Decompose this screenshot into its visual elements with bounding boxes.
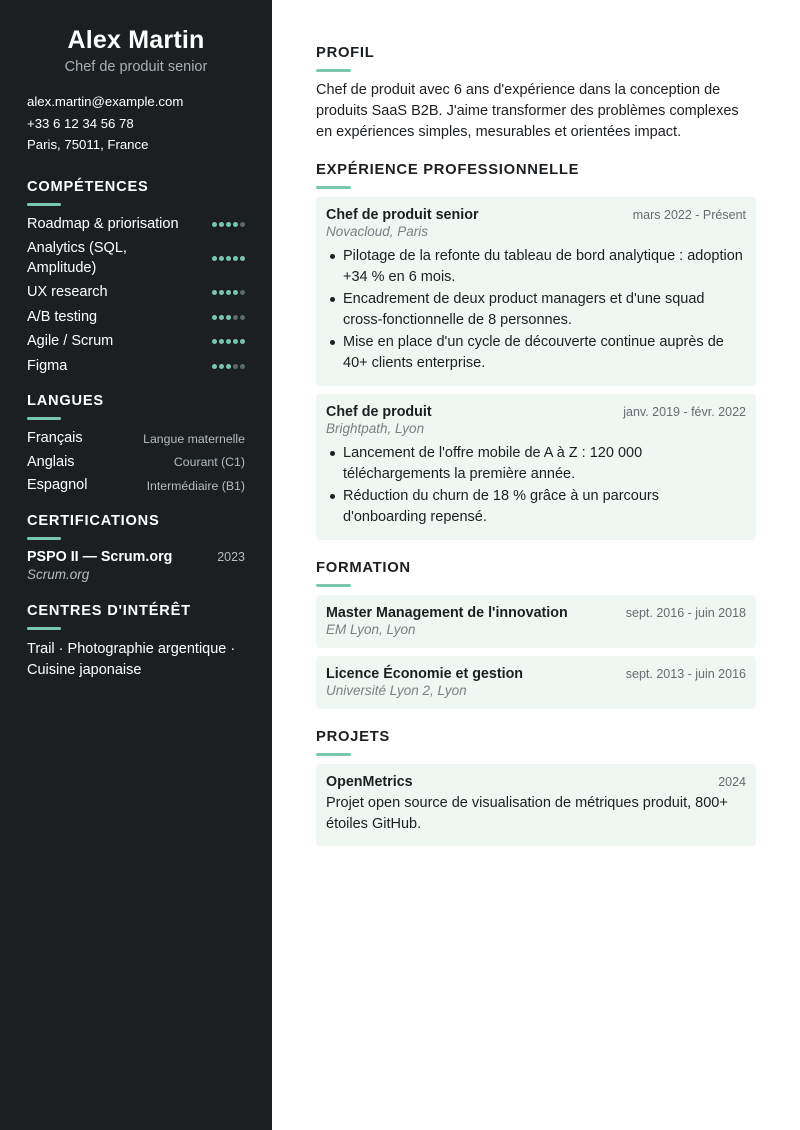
skill-dot-filled <box>226 222 231 227</box>
skill-dot-filled <box>212 339 217 344</box>
profile-summary: Chef de produit avec 6 ans d'expérience dans la conception de produits SaaS B2B. J'aime transformer des problèmes complexes en expériences simples, mesurables et orientées impact. <box>316 82 739 140</box>
skill-dot-filled <box>212 256 217 261</box>
skill-dot-empty <box>233 315 238 320</box>
school-name: Université Lyon 2, Lyon <box>326 683 467 699</box>
skill-dot-filled <box>219 315 224 320</box>
skill-dot-filled <box>219 256 224 261</box>
skill-dot-empty <box>240 315 245 320</box>
skill-dot-filled <box>219 339 224 344</box>
skill-item <box>27 283 245 303</box>
job-dates: mars 2022 - Présent <box>632 208 746 223</box>
skill-item <box>27 308 245 328</box>
achievement-list <box>326 443 746 528</box>
degree-title: Licence Économie et gestion <box>326 666 524 683</box>
skill-dot-empty <box>240 222 245 227</box>
section-heading: CERTIFICATIONS <box>27 512 160 529</box>
job-title: Chef de produit senior <box>326 207 479 224</box>
language-item <box>27 453 245 473</box>
language-item <box>27 476 245 496</box>
heading-accent-bar <box>316 584 351 587</box>
sidebar <box>0 0 272 1130</box>
skill-dot-filled <box>212 222 217 227</box>
skill-dot-filled <box>240 339 245 344</box>
interests-section <box>27 602 245 681</box>
experience-section <box>316 161 756 540</box>
contact-address: Paris, 75011, France <box>27 137 149 152</box>
skill-label: Roadmap & priorisation <box>27 215 179 232</box>
skill-level-dots <box>212 339 245 344</box>
job-title: Chef de produit <box>326 404 432 421</box>
job-company: Novacloud, Paris <box>326 224 429 240</box>
skill-level-dots <box>212 315 245 320</box>
skill-dot-filled <box>226 256 231 261</box>
skill-label: Figma <box>27 357 68 374</box>
achievement-item: Pilotage de la refonte du tableau de bord analytique : adoption +34 % en 6 mois. <box>326 246 746 288</box>
skill-item <box>27 357 245 377</box>
skill-dot-filled <box>219 364 224 369</box>
heading-accent-bar <box>316 753 351 756</box>
job-company: Brightpath, Lyon <box>326 421 425 437</box>
achievement-item: Mise en place d'un cycle de découverte continue auprès de 40+ clients enterprise. <box>326 332 746 374</box>
education-section <box>316 559 756 709</box>
heading-accent-bar <box>316 69 351 72</box>
skill-dot-filled <box>233 222 238 227</box>
skill-label: A/B testing <box>27 308 98 325</box>
skill-level-dots <box>212 222 245 227</box>
section-heading: COMPÉTENCES <box>27 178 149 195</box>
achievement-list <box>326 246 746 374</box>
skill-level-dots <box>212 364 245 369</box>
skill-dot-filled <box>233 256 238 261</box>
languages-list <box>27 429 245 496</box>
skill-dot-filled <box>226 364 231 369</box>
skills-section <box>27 178 245 377</box>
language-level: Intermédiaire (B1) <box>146 478 245 493</box>
skill-dot-filled <box>219 222 224 227</box>
heading-accent-bar <box>27 537 61 540</box>
achievement-item: Encadrement de deux product managers et d'une squad cross-fonctionnelle de 8 personnes. <box>326 289 746 331</box>
section-heading: PROFIL <box>316 45 375 61</box>
skill-label: Agile / Scrum <box>27 333 114 349</box>
skill-dot-filled <box>233 339 238 344</box>
language-item <box>27 429 245 449</box>
skill-level-dots <box>212 290 245 295</box>
certification-item <box>27 549 245 565</box>
project-description: Projet open source de visualisation de métriques produit, 800+ étoiles GitHub. <box>326 795 728 833</box>
experience-card <box>316 394 756 540</box>
candidate-name: Alex Martin <box>67 26 205 54</box>
project-year: 2024 <box>718 775 746 790</box>
skill-dot-filled <box>212 364 217 369</box>
section-heading: FORMATION <box>316 560 411 577</box>
languages-section <box>27 392 245 496</box>
skill-item <box>27 239 245 278</box>
language-name: Français <box>27 430 83 446</box>
skill-level-dots <box>212 256 245 261</box>
contact-phone[interactable]: +33 6 12 34 56 78 <box>27 115 134 131</box>
certification-year: 2023 <box>217 549 245 564</box>
contact-email[interactable]: alex.martin@example.com <box>27 94 184 109</box>
school-name: EM Lyon, Lyon <box>326 622 416 638</box>
section-heading: LANGUES <box>27 393 104 409</box>
education-card <box>316 595 756 648</box>
skill-dot-empty <box>240 364 245 369</box>
main-content <box>316 44 756 854</box>
language-name: Anglais <box>27 453 75 470</box>
experience-card <box>316 197 756 386</box>
interests-text: Trail · Photographie argentique · Cuisine japonaise <box>27 640 236 678</box>
section-heading: CENTRES D'INTÉRÊT <box>27 602 191 619</box>
degree-dates: sept. 2016 - juin 2018 <box>625 606 746 621</box>
skill-dot-filled <box>226 315 231 320</box>
project-card <box>316 764 756 846</box>
skill-item <box>27 332 245 352</box>
section-heading: PROJETS <box>316 729 390 746</box>
section-heading: EXPÉRIENCE PROFESSIONNELLE <box>316 162 580 179</box>
skill-dot-filled <box>226 339 231 344</box>
skill-dot-filled <box>212 290 217 295</box>
skill-label: UX research <box>27 284 108 300</box>
job-dates: janv. 2019 - févr. 2022 <box>623 405 746 420</box>
skill-item <box>27 215 245 235</box>
education-card <box>316 656 756 709</box>
project-title: OpenMetrics <box>326 774 413 791</box>
achievement-item: Réduction du churn de 18 % grâce à un parcours d'onboarding repensé. <box>326 486 746 528</box>
contact-list <box>27 91 245 156</box>
skill-dot-empty <box>240 290 245 295</box>
certification-org: Scrum.org <box>27 566 90 582</box>
degree-dates: sept. 2013 - juin 2016 <box>625 667 746 682</box>
degree-title: Master Management de l'innovation <box>326 605 568 622</box>
language-level: Courant (C1) <box>173 455 245 470</box>
skill-dot-filled <box>212 315 217 320</box>
heading-accent-bar <box>316 186 351 189</box>
achievement-item: Lancement de l'offre mobile de A à Z : 120 000 téléchargements la première année. <box>326 443 746 485</box>
skill-dot-filled <box>233 290 238 295</box>
candidate-title: Chef de produit senior <box>64 59 208 75</box>
skills-list <box>27 215 245 377</box>
language-level: Langue maternelle <box>143 431 245 446</box>
skill-dot-filled <box>219 290 224 295</box>
profile-section <box>316 44 756 142</box>
skill-dot-filled <box>240 256 245 261</box>
heading-accent-bar <box>27 417 61 420</box>
projects-section <box>316 728 756 846</box>
skill-dot-empty <box>233 364 238 369</box>
certification-title: PSPO II — Scrum.org <box>27 548 173 565</box>
heading-accent-bar <box>27 203 61 206</box>
skill-label: Analytics (SQL, Amplitude) <box>27 240 127 276</box>
certifications-section <box>27 512 245 582</box>
skill-dot-filled <box>226 290 231 295</box>
language-name: Espagnol <box>27 477 88 493</box>
heading-accent-bar <box>27 627 61 630</box>
